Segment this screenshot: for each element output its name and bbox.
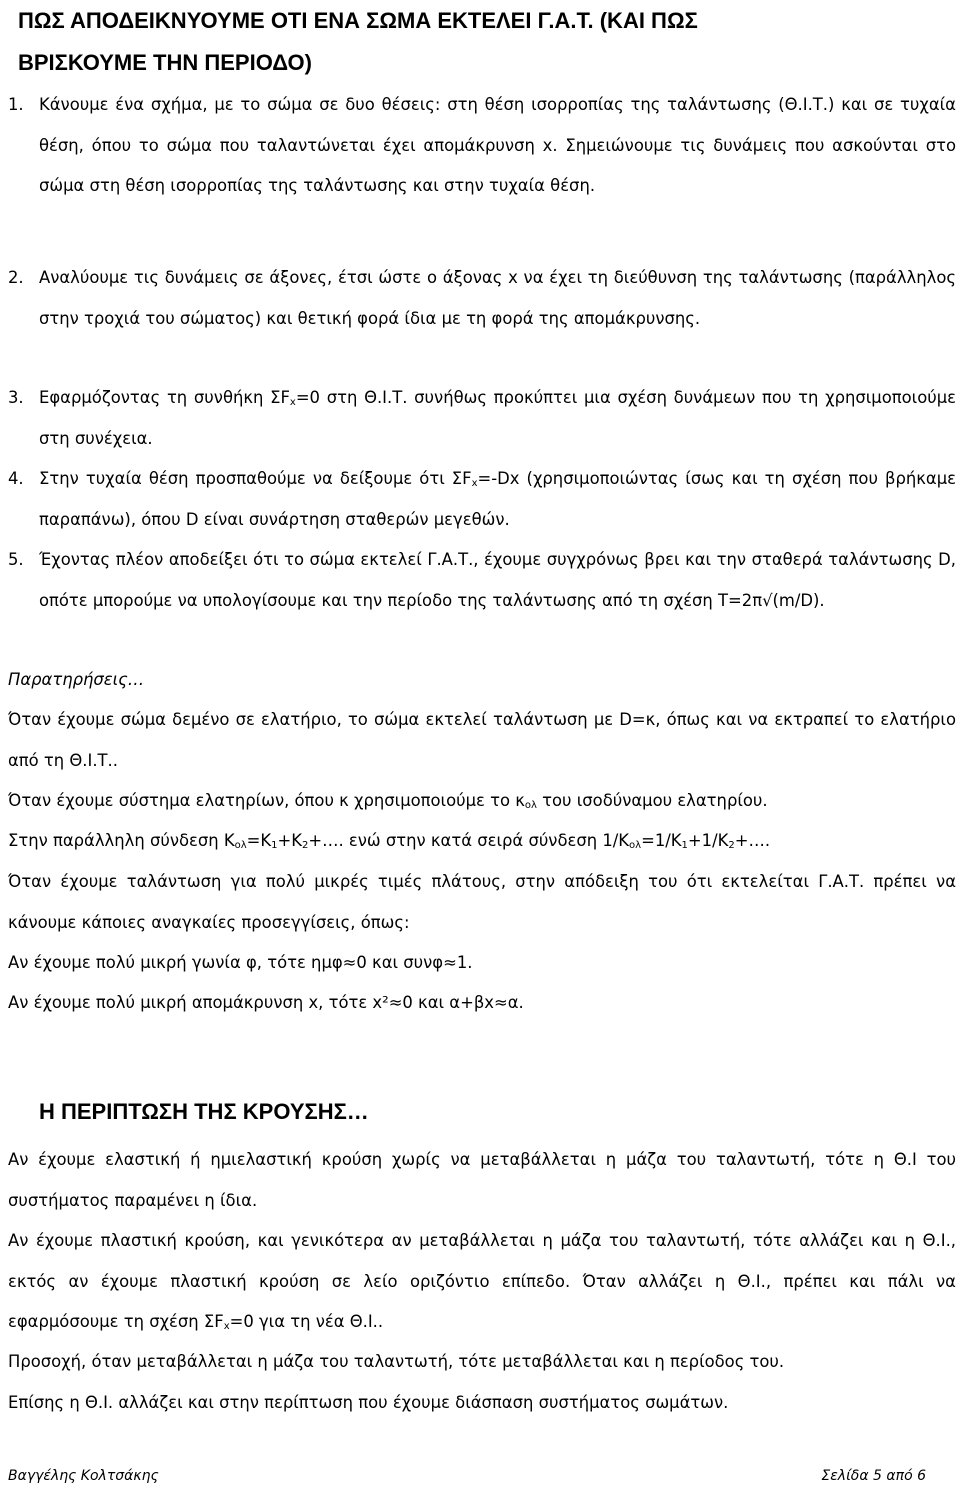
page-title-line-2: ΒΡΙΣΚΟΥΜΕ ΤΗΝ ΠΕΡΙΟΔΟ) [18, 50, 312, 75]
step-text: Εφαρμόζοντας τη συνθήκη $\Sigma F_x=0$ στη Θ.Ι.Τ. συνήθως προκύπτει μια σχέση δυνάμεων που τη χρησιμοποιούμε στη συνέχεια. [39, 388, 956, 448]
step-number: 4. [8, 469, 24, 488]
note-small-displacement: Αν έχουμε πολύ μικρή απομάκρυνση x, τότε x²≈0 και α+βx≈α. [8, 993, 524, 1012]
step-number: 3. [8, 388, 24, 407]
step-number: 5. [8, 550, 24, 569]
step-4 [8, 459, 956, 540]
step-1 [8, 85, 956, 207]
step-text: Έχοντας πλέον αποδείξει ότι το σώμα εκτελεί Γ.Α.Τ., έχουμε συγχρόνως βρει και την σταθερά ταλάντωσης D, οπότε μπορούμε να υπολογίσουμε και την περίοδο της ταλάντωσης από τη σχέση Τ=2π√(m/D). [39, 550, 956, 610]
note-small-amplitude: Όταν έχουμε ταλάντωση για πολύ μικρές τιμές πλάτους, στην απόδειξη του ότι εκτελείται Γ.Α.Τ. πρέπει να κάνουμε κάποιες αναγκαίες προσεγγίσεις, όπως: [8, 872, 956, 932]
step-number: 1. [8, 95, 24, 114]
step-number: 2. [8, 268, 24, 287]
step-5 [8, 540, 956, 621]
step-text: Αναλύουμε τις δυνάμεις σε άξονες, έτσι ώστε ο άξονας x να έχει τη διεύθυνση της ταλάντωσης (παράλληλος στην τροχιά του σώματος) και θετική φορά ίδια με τη φορά της απομάκρυνσης. [39, 268, 956, 328]
collision-paragraph-4: Επίσης η Θ.Ι. αλλάζει και στην περίπτωση που έχουμε διάσπαση συστήματος σωμάτων. [8, 1393, 729, 1412]
step-3 [8, 378, 956, 459]
note-spring: Όταν έχουμε σώμα δεμένο σε ελατήριο, το σώμα εκτελεί ταλάντωση με D=κ, όπως και να εκτραπεί το ελατήριο από τη Θ.Ι.Τ.. [8, 710, 956, 770]
step-text: Στην τυχαία θέση προσπαθούμε να δείξουμε ότι $\Sigma F_x=-Dx$ (χρησιμοποιώντας ίσως και τη σχέση που βρήκαμε παραπάνω), όπου D είναι συνάρτηση σταθερών μεγεθών. [39, 469, 956, 529]
footer-page-number: Σελίδα 5 από 6 [821, 1468, 926, 1484]
section-title-collision: Η ΠΕΡΙΠΤΩΣΗ ΤΗΣ ΚΡΟΥΣΗΣ… [39, 1099, 369, 1124]
note-spring-connections: Στην παράλληλη σύνδεση $K_{o\lambda}=K_1+K_2+\dots$. ενώ στην κατά σειρά σύνδεση $1/K_{o\lambda}=1/K_1+1/K_2+\dots$. [8, 831, 771, 851]
step-2 [8, 258, 956, 339]
page-title-line-1: ΠΩΣ ΑΠΟΔΕΙΚΝΥΟΥΜΕ ΟΤΙ ΕΝΑ ΣΩΜΑ ΕΚΤΕΛΕΙ Γ.Α.Τ. (ΚΑΙ ΠΩΣ [18, 8, 698, 33]
collision-paragraph-1: Αν έχουμε ελαστική ή ημιελαστική κρούση χωρίς να μεταβάλλεται η μάζα του ταλαντωτή, τότε η Θ.Ι του συστήματος παραμένει η ίδια. [8, 1150, 956, 1210]
notes-heading: Παρατηρήσεις… [8, 670, 145, 689]
collision-paragraph-2: Αν έχουμε πλαστική κρούση, και γενικότερα αν μεταβάλλεται η μάζα του ταλαντωτή, τότε αλλάζει και η Θ.Ι., εκτός αν έχουμε πλαστική κρούση σε λείο οριζόντιο επίπεδο. Όταν αλλάζει η Θ.Ι., πρέπει και πάλι να εφαρμόσουμε τη σχέση $\Sigma F_x=0$ για τη νέα Θ.Ι.. [8, 1231, 956, 1332]
note-small-angle: Αν έχουμε πολύ μικρή γωνία φ, τότε ημφ≈0 και συνφ≈1. [8, 953, 473, 972]
footer-author: Βαγγέλης Κολτσάκης [8, 1468, 159, 1484]
collision-paragraph-3: Προσοχή, όταν μεταβάλλεται η μάζα του ταλαντωτή, τότε μεταβάλλεται και η περίοδος του. [8, 1352, 785, 1371]
step-text: Κάνουμε ένα σχήμα, με το σώμα σε δυο θέσεις: στη θέση ισορροπίας της ταλάντωσης (Θ.Ι.Τ.) και σε τυχαία θέση, όπου το σώμα που ταλαντώνεται έχει απομάκρυνση x. Σημειώνουμε τις δυνάμεις που ασκούνται στο σώμα στη θέση ισορροπίας της ταλάντωσης και στην τυχαία θέση. [39, 95, 956, 195]
note-spring-system: Όταν έχουμε σύστημα ελατηρίων, όπου κ χρησιμοποιούμε το $\kappa_{o\lambda}$ του ισοδύναμου ελατηρίου. [8, 791, 768, 811]
